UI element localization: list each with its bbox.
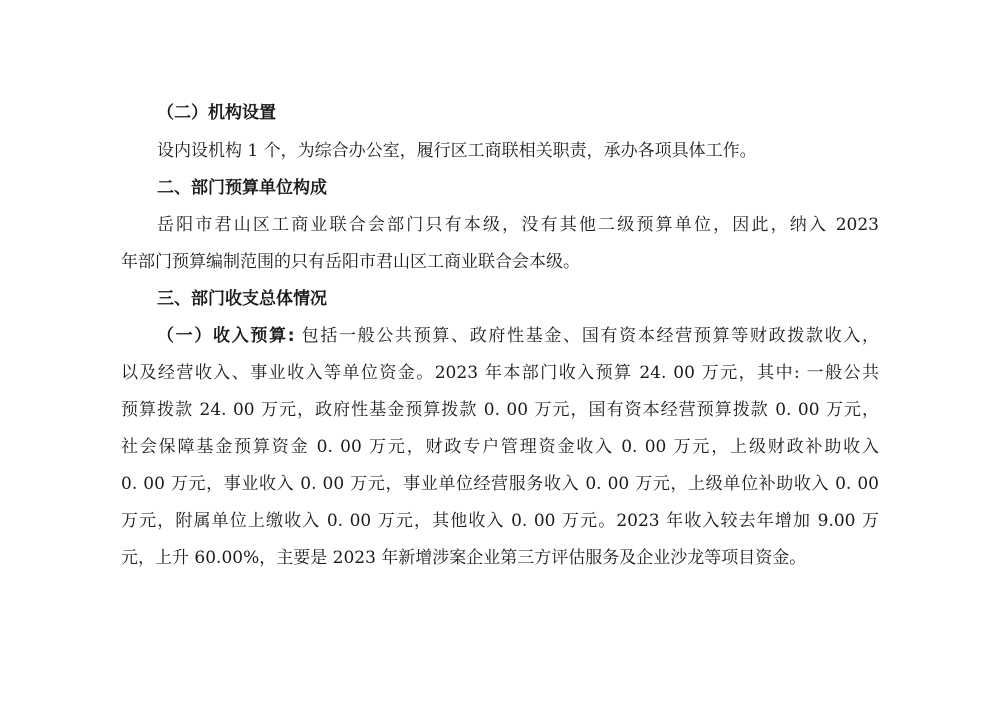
paragraph-institution-setup: 设内设机构 1 个，为综合办公室，履行区工商联相关职责，承办各项具体工作。	[157, 141, 757, 161]
heading-revenue-expenditure-overview: 三、部门收支总体情况	[157, 289, 327, 309]
paragraph-income-budget-line-5: 0. 00 万元，事业收入 0. 00 万元，事业单位经营服务收入 0. 00 万元，上级单位补助收入 0. 00	[121, 474, 879, 494]
paragraph-income-budget-line-7: 元，上升 60.00%，主要是 2023 年新增涉案企业第三方评估服务及企业沙龙等项目资金。	[121, 548, 807, 568]
heading-budget-unit-composition: 二、部门预算单位构成	[157, 178, 327, 198]
heading-institution-setup: （二）机构设置	[157, 103, 276, 123]
income-budget-label: （一）收入预算:	[157, 326, 295, 346]
paragraph-income-budget-line-3: 预算拨款 24. 00 万元，政府性基金预算拨款 0. 00 万元，国有资本经营预算拨款 0. 00 万元，	[121, 400, 879, 420]
paragraph-budget-unit-line-2: 年部门预算编制范围的只有岳阳市君山区工商业联合会本级。	[121, 252, 580, 272]
paragraph-income-budget-line-1	[157, 324, 879, 348]
paragraph-income-budget-line-2: 以及经营收入、事业收入等单位资金。2023 年本部门收入预算 24. 00 万元，其中: 一般公共	[121, 363, 879, 383]
paragraph-income-budget-line-6: 万元，附属单位上缴收入 0. 00 万元，其他收入 0. 00 万元。2023 年收入较去年增加 9.00 万	[121, 511, 879, 531]
income-budget-line-1-text: 包括一般公共预算、政府性基金、国有资本经营预算等财政拨款收入，	[294, 326, 879, 346]
paragraph-budget-unit-line-1: 岳阳市君山区工商业联合会部门只有本级，没有其他二级预算单位，因此，纳入 2023	[157, 215, 879, 235]
paragraph-income-budget-line-4: 社会保障基金预算资金 0. 00 万元，财政专户管理资金收入 0. 00 万元，上级财政补助收入	[121, 437, 879, 457]
